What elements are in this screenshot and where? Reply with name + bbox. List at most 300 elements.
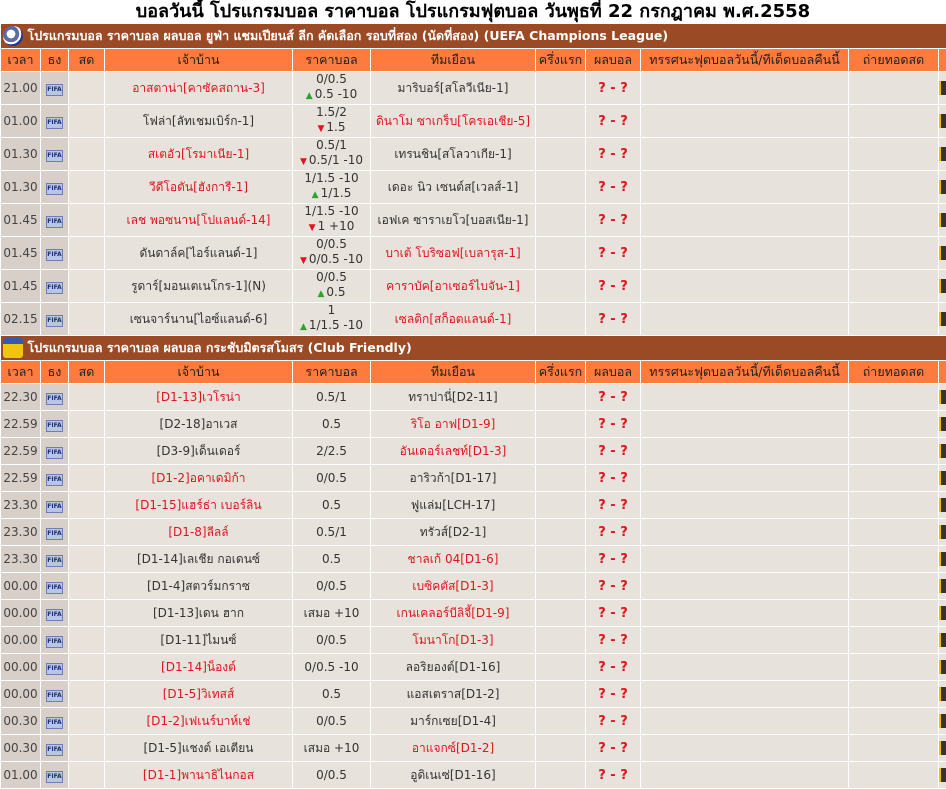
odds-line-1: 0.5 bbox=[293, 552, 370, 567]
odds-line-2-value: 1/1.5 -10 bbox=[309, 318, 363, 332]
tv-link-cell bbox=[939, 654, 946, 681]
league-title: โปรแกรมบอล ราคาบอล ผลบอล กระชับมิตรสโมสร (Club Friendly) bbox=[28, 340, 412, 355]
match-row bbox=[1, 411, 946, 438]
live-cell bbox=[69, 573, 105, 600]
odds-line-1: 0/0.5 -10 bbox=[293, 660, 370, 675]
score-cell bbox=[586, 204, 641, 237]
tip-cell[interactable] bbox=[641, 105, 849, 138]
live-cell bbox=[69, 72, 105, 105]
tip-cell[interactable] bbox=[641, 762, 849, 789]
tv-link-cell bbox=[939, 72, 946, 105]
tip-cell[interactable] bbox=[641, 654, 849, 681]
match-row bbox=[1, 465, 946, 492]
match-time: 01.45 bbox=[1, 270, 41, 303]
tip-cell[interactable] bbox=[641, 270, 849, 303]
fifa-flag-icon[interactable]: FIFA bbox=[46, 150, 63, 162]
away-team: เกนเคลอร์บีลิจี้[D1-9] bbox=[371, 600, 536, 627]
tip-cell[interactable] bbox=[641, 171, 849, 204]
match-score: ? - ? bbox=[598, 417, 628, 432]
tv-link-cell bbox=[939, 735, 946, 762]
match-row bbox=[1, 654, 946, 681]
away-team: มาร์กเซย[D1-4] bbox=[371, 708, 536, 735]
odds-line-2 bbox=[293, 186, 370, 203]
away-team: มาริบอร์[สโลวีเนีย-1] bbox=[371, 72, 536, 105]
fifa-flag-icon[interactable]: FIFA bbox=[46, 609, 63, 621]
odds-line-1: 0/0.5 bbox=[293, 579, 370, 594]
odds-cell bbox=[293, 411, 371, 438]
live-cell bbox=[69, 762, 105, 789]
home-team: [D1-1]พานาธิไนกอส bbox=[105, 762, 293, 789]
half-time-score bbox=[536, 72, 586, 105]
tv-cell bbox=[849, 573, 939, 600]
tv-link-cell bbox=[939, 411, 946, 438]
fifa-flag-icon[interactable]: FIFA bbox=[46, 282, 63, 294]
live-cell bbox=[69, 465, 105, 492]
fifa-flag-icon[interactable]: FIFA bbox=[46, 582, 63, 594]
home-team: อาสตาน่า[คาซัคสถาน-3] bbox=[105, 72, 293, 105]
odds-line-1: 0/0.5 bbox=[293, 72, 370, 87]
odds-line-1: 0.5 bbox=[293, 498, 370, 513]
away-team: โมนาโก[D1-3] bbox=[371, 627, 536, 654]
home-team: [D1-14]น็องต์ bbox=[105, 654, 293, 681]
odds-line-1: 0.5 bbox=[293, 417, 370, 432]
half-time-score bbox=[536, 138, 586, 171]
match-time: 23.30 bbox=[1, 519, 41, 546]
live-cell bbox=[69, 270, 105, 303]
live-cell bbox=[69, 105, 105, 138]
half-time-score bbox=[536, 384, 586, 411]
tv-link-cell bbox=[939, 681, 946, 708]
tv-icon[interactable] bbox=[939, 687, 946, 701]
fifa-flag-icon[interactable]: FIFA bbox=[46, 183, 63, 195]
tv-link-cell bbox=[939, 204, 946, 237]
column-header-extra bbox=[939, 49, 946, 72]
match-time: 23.30 bbox=[1, 492, 41, 519]
home-team: [D1-15]แฮร์ธ่า เบอร์ลิน bbox=[105, 492, 293, 519]
match-row bbox=[1, 681, 946, 708]
home-team: [D1-14]เลเชีย กอเดนซ์ bbox=[105, 546, 293, 573]
home-team: ดันดาล์ค[ไอร์แลนด์-1] bbox=[105, 237, 293, 270]
tv-icon[interactable] bbox=[939, 114, 946, 128]
half-time-score bbox=[536, 708, 586, 735]
fifa-flag-icon[interactable]: FIFA bbox=[46, 528, 63, 540]
live-cell bbox=[69, 519, 105, 546]
tv-icon[interactable] bbox=[939, 498, 946, 512]
half-time-score bbox=[536, 573, 586, 600]
score-cell bbox=[586, 654, 641, 681]
flag-cell bbox=[41, 138, 69, 171]
odds-line-2-value: 0/0.5 -10 bbox=[309, 252, 363, 266]
odds-line-1: 1/1.5 -10 bbox=[293, 204, 370, 219]
fifa-flag-icon[interactable]: FIFA bbox=[46, 690, 63, 702]
score-cell bbox=[586, 762, 641, 789]
away-team: แอสเตราส[D1-2] bbox=[371, 681, 536, 708]
odds-line-1: 0/0.5 bbox=[293, 633, 370, 648]
home-team: [D1-8]ลีลล์ bbox=[105, 519, 293, 546]
live-cell bbox=[69, 627, 105, 654]
odds-cell bbox=[293, 546, 371, 573]
match-time: 01.45 bbox=[1, 204, 41, 237]
odds-cell bbox=[293, 105, 371, 138]
match-score: ? - ? bbox=[598, 471, 628, 486]
tv-link-cell bbox=[939, 105, 946, 138]
away-team: ดินาโม ซาเกร็บ[โครเอเชีย-5] bbox=[371, 105, 536, 138]
flag-cell bbox=[41, 681, 69, 708]
tv-link-cell bbox=[939, 546, 946, 573]
tv-cell bbox=[849, 438, 939, 465]
odds-cell bbox=[293, 600, 371, 627]
tv-link-cell bbox=[939, 237, 946, 270]
fifa-flag-icon[interactable]: FIFA bbox=[46, 315, 63, 327]
flag-cell bbox=[41, 237, 69, 270]
away-team: ชาลเก้ 04[D1-6] bbox=[371, 546, 536, 573]
column-header-home: เจ้าบ้าน bbox=[105, 361, 293, 384]
half-time-score bbox=[536, 204, 586, 237]
live-cell bbox=[69, 438, 105, 465]
club-friendly-icon bbox=[3, 338, 23, 358]
tv-cell bbox=[849, 708, 939, 735]
odds-line-1: 1 bbox=[293, 303, 370, 318]
tv-icon[interactable] bbox=[939, 390, 946, 404]
tv-icon[interactable] bbox=[939, 768, 946, 782]
tv-cell bbox=[849, 492, 939, 519]
fifa-flag-icon[interactable]: FIFA bbox=[46, 717, 63, 729]
score-cell bbox=[586, 600, 641, 627]
flag-cell bbox=[41, 735, 69, 762]
ucl-ball-icon bbox=[3, 26, 23, 46]
away-team: ฟูแล่ม[LCH-17] bbox=[371, 492, 536, 519]
column-header-live: สด bbox=[69, 361, 105, 384]
tv-link-cell bbox=[939, 519, 946, 546]
score-cell bbox=[586, 492, 641, 519]
tv-icon[interactable] bbox=[939, 741, 946, 755]
tip-cell[interactable] bbox=[641, 519, 849, 546]
tv-cell bbox=[849, 627, 939, 654]
match-time: 00.00 bbox=[1, 573, 41, 600]
odds-line-2 bbox=[293, 318, 370, 335]
tv-icon[interactable] bbox=[939, 552, 946, 566]
half-time-score bbox=[536, 762, 586, 789]
tip-cell[interactable] bbox=[641, 573, 849, 600]
match-score: ? - ? bbox=[598, 279, 628, 294]
column-header-odds: ราคาบอล bbox=[293, 361, 371, 384]
odds-line-1: 0.5/1 bbox=[293, 525, 370, 540]
column-header-odds: ราคาบอล bbox=[293, 49, 371, 72]
flag-cell bbox=[41, 438, 69, 465]
fifa-flag-icon[interactable]: FIFA bbox=[46, 501, 63, 513]
fifa-flag-icon[interactable]: FIFA bbox=[46, 636, 63, 648]
tv-icon[interactable] bbox=[939, 147, 946, 161]
tv-link-cell bbox=[939, 762, 946, 789]
away-team: อันเดอร์เลชท์[D1-3] bbox=[371, 438, 536, 465]
tv-icon[interactable] bbox=[939, 213, 946, 227]
home-team: [D2-18]อาเวส bbox=[105, 411, 293, 438]
score-cell bbox=[586, 438, 641, 465]
match-row bbox=[1, 270, 946, 303]
tip-cell[interactable] bbox=[641, 735, 849, 762]
match-row bbox=[1, 204, 946, 237]
home-team: [D1-5]วิเทสส์ bbox=[105, 681, 293, 708]
flag-cell bbox=[41, 546, 69, 573]
odds-line-2-value: 1 +10 bbox=[318, 219, 355, 233]
half-time-score bbox=[536, 492, 586, 519]
odds-line-1: 0.5/1 bbox=[293, 390, 370, 405]
column-header-live: สด bbox=[69, 49, 105, 72]
match-time: 01.00 bbox=[1, 762, 41, 789]
half-time-score bbox=[536, 438, 586, 465]
match-row bbox=[1, 438, 946, 465]
fifa-flag-icon[interactable]: FIFA bbox=[46, 744, 63, 756]
tv-link-cell bbox=[939, 438, 946, 465]
flag-cell bbox=[41, 600, 69, 627]
tip-cell[interactable] bbox=[641, 384, 849, 411]
tv-icon[interactable] bbox=[939, 246, 946, 260]
tip-cell[interactable] bbox=[641, 237, 849, 270]
fifa-flag-icon[interactable]: FIFA bbox=[46, 555, 63, 567]
odds-line-1: 0/0.5 bbox=[293, 471, 370, 486]
score-cell bbox=[586, 384, 641, 411]
flag-cell bbox=[41, 72, 69, 105]
tv-cell bbox=[849, 411, 939, 438]
match-row bbox=[1, 627, 946, 654]
half-time-score bbox=[536, 105, 586, 138]
match-row bbox=[1, 237, 946, 270]
tip-cell[interactable] bbox=[641, 546, 849, 573]
fifa-flag-icon[interactable]: FIFA bbox=[46, 249, 63, 261]
odds-cell bbox=[293, 237, 371, 270]
match-time: 22.59 bbox=[1, 411, 41, 438]
flag-cell bbox=[41, 708, 69, 735]
tv-icon[interactable] bbox=[939, 579, 946, 593]
away-team: อาริวก้า[D1-17] bbox=[371, 465, 536, 492]
column-header-flag: ธง bbox=[41, 361, 69, 384]
league-header bbox=[1, 336, 946, 361]
match-score: ? - ? bbox=[598, 687, 628, 702]
odds-line-1: เสมอ +10 bbox=[293, 741, 370, 756]
score-cell bbox=[586, 72, 641, 105]
column-header-extra bbox=[939, 361, 946, 384]
odds-line-1: 1/1.5 -10 bbox=[293, 171, 370, 186]
tv-link-cell bbox=[939, 708, 946, 735]
column-header-tip: ทรรศนะฟุตบอลวันนี้/ทีเด็ดบอลคืนนี้ bbox=[641, 361, 849, 384]
tv-cell bbox=[849, 546, 939, 573]
tv-cell bbox=[849, 204, 939, 237]
tip-cell[interactable] bbox=[641, 465, 849, 492]
tip-cell[interactable] bbox=[641, 411, 849, 438]
down-arrow-icon: ▼ bbox=[309, 223, 316, 233]
tv-cell bbox=[849, 72, 939, 105]
match-score: ? - ? bbox=[598, 579, 628, 594]
up-arrow-icon: ▲ bbox=[312, 190, 319, 200]
column-header-away: ทีมเยือน bbox=[371, 361, 536, 384]
tip-cell[interactable] bbox=[641, 492, 849, 519]
tv-icon[interactable] bbox=[939, 444, 946, 458]
odds-cell bbox=[293, 72, 371, 105]
flag-cell bbox=[41, 492, 69, 519]
match-score: ? - ? bbox=[598, 444, 628, 459]
tv-link-cell bbox=[939, 171, 946, 204]
tv-link-cell bbox=[939, 465, 946, 492]
match-time: 00.00 bbox=[1, 654, 41, 681]
live-cell bbox=[69, 411, 105, 438]
odds-cell bbox=[293, 573, 371, 600]
flag-cell bbox=[41, 654, 69, 681]
score-cell bbox=[586, 105, 641, 138]
fifa-flag-icon[interactable]: FIFA bbox=[46, 420, 63, 432]
half-time-score bbox=[536, 735, 586, 762]
odds-cell bbox=[293, 465, 371, 492]
match-time: 01.45 bbox=[1, 237, 41, 270]
fifa-flag-icon[interactable]: FIFA bbox=[46, 771, 63, 783]
tip-cell[interactable] bbox=[641, 303, 849, 336]
half-time-score bbox=[536, 237, 586, 270]
score-cell bbox=[586, 735, 641, 762]
odds-cell bbox=[293, 492, 371, 519]
half-time-score bbox=[536, 411, 586, 438]
home-team: โฟล่า[ลัทเชมเบิร์ก-1] bbox=[105, 105, 293, 138]
fifa-flag-icon[interactable]: FIFA bbox=[46, 663, 63, 675]
odds-cell bbox=[293, 270, 371, 303]
tv-link-cell bbox=[939, 492, 946, 519]
tip-cell[interactable] bbox=[641, 72, 849, 105]
match-time: 00.30 bbox=[1, 735, 41, 762]
fifa-flag-icon[interactable]: FIFA bbox=[46, 117, 63, 129]
flag-cell bbox=[41, 762, 69, 789]
tv-icon[interactable] bbox=[939, 633, 946, 647]
score-cell bbox=[586, 573, 641, 600]
home-team: [D3-9]เด็นเดอร์ bbox=[105, 438, 293, 465]
match-time: 00.00 bbox=[1, 627, 41, 654]
away-team: เดอะ นิว เซนต์ส[เวลส์-1] bbox=[371, 171, 536, 204]
match-row bbox=[1, 105, 946, 138]
page-title: บอลวันนี้ โปรแกรมบอล ราคาบอล โปรแกรมฟุตบอล วันพุธที่ 22 กรกฎาคม พ.ศ.2558 bbox=[0, 0, 946, 24]
tv-icon[interactable] bbox=[939, 714, 946, 728]
column-header-away: ทีมเยือน bbox=[371, 49, 536, 72]
away-team: บาเต้ โบริซอฟ[เบลารุส-1] bbox=[371, 237, 536, 270]
score-cell bbox=[586, 681, 641, 708]
half-time-score bbox=[536, 171, 586, 204]
match-row bbox=[1, 138, 946, 171]
match-score: ? - ? bbox=[598, 768, 628, 783]
up-arrow-icon: ▲ bbox=[317, 289, 324, 299]
odds-line-2-value: 0.5/1 -10 bbox=[309, 153, 363, 167]
away-team: อูดิเนเซ่[D1-16] bbox=[371, 762, 536, 789]
home-team: [D1-5]แชงต์ เอเตียน bbox=[105, 735, 293, 762]
column-header-time: เวลา bbox=[1, 361, 41, 384]
half-time-score bbox=[536, 600, 586, 627]
score-cell bbox=[586, 171, 641, 204]
half-time-score bbox=[536, 465, 586, 492]
home-team: รูดาร์[มอนเตเนโกร-1](N) bbox=[105, 270, 293, 303]
live-cell bbox=[69, 654, 105, 681]
column-header-tv: ถ่ายทอดสด bbox=[849, 49, 939, 72]
home-team: [D1-2]อคาเดมิก้า bbox=[105, 465, 293, 492]
tip-cell[interactable] bbox=[641, 708, 849, 735]
tv-icon[interactable] bbox=[939, 525, 946, 539]
home-team: สเตอัว[โรมาเนีย-1] bbox=[105, 138, 293, 171]
odds-line-2 bbox=[293, 153, 370, 170]
match-score: ? - ? bbox=[598, 606, 628, 621]
fifa-flag-icon[interactable]: FIFA bbox=[46, 474, 63, 486]
score-cell bbox=[586, 546, 641, 573]
column-header-flag: ธง bbox=[41, 49, 69, 72]
tv-cell bbox=[849, 105, 939, 138]
score-cell bbox=[586, 270, 641, 303]
odds-line-1: 0/0.5 bbox=[293, 270, 370, 285]
tip-cell[interactable] bbox=[641, 438, 849, 465]
match-time: 22.30 bbox=[1, 384, 41, 411]
match-row bbox=[1, 492, 946, 519]
match-score: ? - ? bbox=[598, 741, 628, 756]
live-cell bbox=[69, 303, 105, 336]
flag-cell bbox=[41, 270, 69, 303]
odds-line-2-value: 0.5 -10 bbox=[315, 87, 358, 101]
away-team: ริโอ อาฟ[D1-9] bbox=[371, 411, 536, 438]
match-score: ? - ? bbox=[598, 525, 628, 540]
match-time: 00.00 bbox=[1, 600, 41, 627]
half-time-score bbox=[536, 270, 586, 303]
half-time-score bbox=[536, 303, 586, 336]
fifa-flag-icon[interactable]: FIFA bbox=[46, 447, 63, 459]
tv-icon[interactable] bbox=[939, 312, 946, 326]
match-score: ? - ? bbox=[598, 633, 628, 648]
home-team: [D1-13]เวโรน่า bbox=[105, 384, 293, 411]
tv-link-cell bbox=[939, 627, 946, 654]
tip-cell[interactable] bbox=[641, 681, 849, 708]
match-score: ? - ? bbox=[598, 390, 628, 405]
tv-cell bbox=[849, 465, 939, 492]
tv-icon[interactable] bbox=[939, 417, 946, 431]
match-score: ? - ? bbox=[598, 147, 628, 162]
flag-cell bbox=[41, 171, 69, 204]
tv-icon[interactable] bbox=[939, 180, 946, 194]
tv-icon[interactable] bbox=[939, 660, 946, 674]
tv-icon[interactable] bbox=[939, 81, 946, 95]
column-header-row bbox=[1, 361, 946, 384]
away-team: อาแจกซ์[D1-2] bbox=[371, 735, 536, 762]
flag-cell bbox=[41, 105, 69, 138]
tip-cell[interactable] bbox=[641, 204, 849, 237]
score-cell bbox=[586, 465, 641, 492]
flag-cell bbox=[41, 465, 69, 492]
match-time: 00.00 bbox=[1, 681, 41, 708]
league-title-cell bbox=[1, 336, 946, 361]
league-header bbox=[1, 24, 946, 49]
tv-cell bbox=[849, 519, 939, 546]
tv-icon[interactable] bbox=[939, 606, 946, 620]
tip-cell[interactable] bbox=[641, 600, 849, 627]
live-cell bbox=[69, 237, 105, 270]
live-cell bbox=[69, 681, 105, 708]
half-time-score bbox=[536, 519, 586, 546]
odds-line-2 bbox=[293, 252, 370, 269]
fifa-flag-icon[interactable]: FIFA bbox=[46, 393, 63, 405]
league-title-cell bbox=[1, 24, 946, 49]
away-team: ลอริยองต์[D1-16] bbox=[371, 654, 536, 681]
odds-line-2 bbox=[293, 219, 370, 236]
tip-cell[interactable] bbox=[641, 627, 849, 654]
odds-line-2 bbox=[293, 120, 370, 137]
fifa-flag-icon[interactable]: FIFA bbox=[46, 216, 63, 228]
tv-icon[interactable] bbox=[939, 471, 946, 485]
flag-cell bbox=[41, 411, 69, 438]
score-cell bbox=[586, 708, 641, 735]
fifa-flag-icon[interactable]: FIFA bbox=[46, 84, 63, 96]
tip-cell[interactable] bbox=[641, 138, 849, 171]
home-team: เซนจาร์นาน[ไอซ์แลนด์-6] bbox=[105, 303, 293, 336]
match-row bbox=[1, 762, 946, 789]
tv-icon[interactable] bbox=[939, 279, 946, 293]
